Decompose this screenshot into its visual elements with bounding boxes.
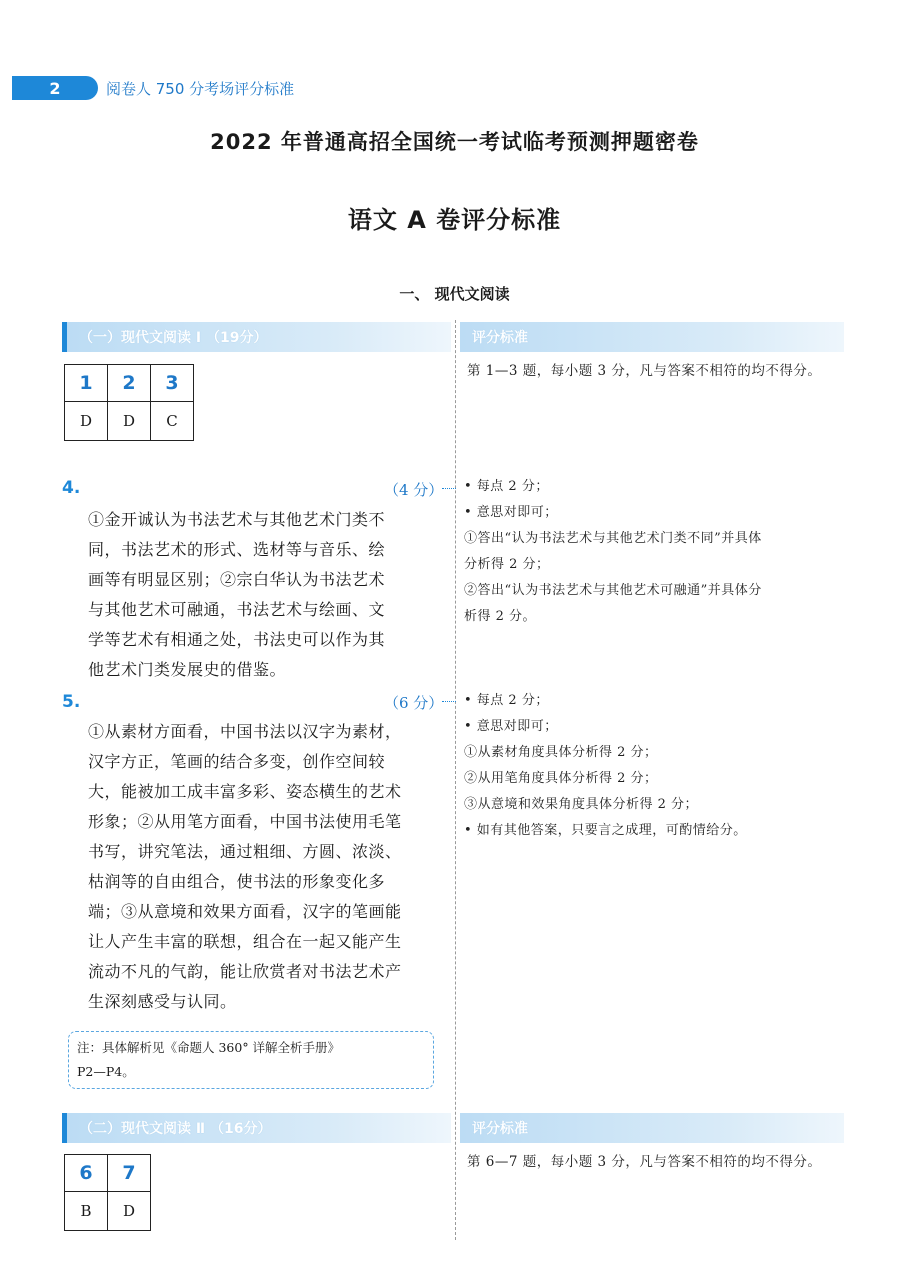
answer-line: 大，能被加工成丰富多彩、姿态横生的艺术 [88, 782, 402, 801]
part1-band-right [460, 322, 844, 352]
rubric-line: • 每点 2 分； [464, 693, 549, 708]
page-number: 2 [12, 76, 98, 100]
answer-line: 与其他艺术可融通，书法艺术与绘画、文 [88, 600, 386, 619]
table-header-cell: 3 [151, 365, 194, 402]
answer-line: 让人产生丰富的联想，组合在一起又能产生 [88, 932, 402, 951]
answer-line: 生深刻感受与认同。 [88, 992, 237, 1011]
part2-band-right-label: 评分标准 [472, 1121, 528, 1137]
rubric-line: 分析得 2 分； [464, 557, 550, 572]
answer-line: ①从素材方面看，中国书法以汉字为素材， [88, 722, 402, 741]
q5-rubric [464, 688, 854, 844]
page-tab [12, 76, 347, 100]
table-header-cell: 2 [108, 365, 151, 402]
note-line: P2—P4。 [77, 1064, 135, 1079]
column-divider [455, 320, 456, 1240]
table-answer-cell: C [151, 402, 194, 441]
answer-line: 汉字方正，笔画的结合多变，创作空间较 [88, 752, 386, 771]
rubric-line: ②答出“认为书法艺术与其他艺术可融通”并具体分 [464, 583, 762, 598]
table-header-cell: 1 [65, 365, 108, 402]
table-header-cell: 7 [108, 1155, 151, 1192]
answer-line: 形象；②从用笔方面看，中国书法使用毛笔 [88, 812, 402, 831]
rubric-line: 析得 2 分。 [464, 609, 537, 624]
page-title: 2022 年普通高招全国统一考试临考预测押题密卷 [210, 130, 699, 154]
rubric-line: • 如有其他答案，只要言之成理，可酌情给分。 [464, 823, 747, 838]
answer-line: 学等艺术有相通之处，书法史可以作为其 [88, 630, 386, 649]
rubric-line: • 意思对即可； [464, 719, 558, 734]
answer-line: 流动不凡的气韵，能让欣赏者对书法艺术产 [88, 962, 402, 981]
answer-line: 书写，讲究笔法，通过粗细、方圆、浓淡、 [88, 842, 402, 861]
part2-band-left-label: （二）现代文阅读 Ⅱ （16分） [79, 1121, 272, 1137]
q5-connector [442, 701, 456, 702]
note-box [68, 1031, 434, 1089]
table-answer-cell: B [65, 1192, 108, 1231]
rubric-line: ①答出“认为书法艺术与其他艺术门类不同”并具体 [464, 531, 762, 546]
answer-line: ①金开诚认为书法艺术与其他艺术门类不 [88, 510, 386, 529]
page-subtitle: 语文 A 卷评分标准 [347, 206, 562, 234]
rubric-line: • 意思对即可； [464, 505, 558, 520]
q5-score: （6 分） [384, 694, 444, 712]
rubric-line: ②从用笔角度具体分析得 2 分； [464, 771, 658, 786]
rubric-line: • 每点 2 分； [464, 479, 549, 494]
table-answer-cell: D [108, 1192, 151, 1231]
answer-line: 他艺术门类发展史的借鉴。 [88, 660, 287, 679]
q4-score: （4 分） [384, 481, 444, 499]
part2-band-left [62, 1113, 451, 1143]
answer-table-1 [64, 364, 194, 441]
rubric-line: ③从意境和效果角度具体分析得 2 分； [464, 797, 699, 812]
rubric-line: ①从素材角度具体分析得 2 分； [464, 745, 658, 760]
answer-table-2 [64, 1154, 151, 1231]
table2-rubric: 第 6—7 题，每小题 3 分，凡与答案不相符的均不得分。 [467, 1154, 822, 1170]
table1-rubric: 第 1—3 题，每小题 3 分，凡与答案不相符的均不得分。 [467, 363, 822, 379]
page-tab-label: 阅卷人 750 分考场评分标准 [106, 79, 295, 98]
part1-band-right-label: 评分标准 [472, 330, 528, 346]
answer-line: 端；③从意境和效果方面看，汉字的笔画能 [88, 902, 402, 921]
q4-rubric [464, 474, 854, 630]
part1-band-left [62, 322, 451, 352]
q5-number: 5. [62, 692, 81, 712]
table-answer-cell: D [65, 402, 108, 441]
table-answer-cell: D [108, 402, 151, 441]
q4-connector [442, 488, 456, 489]
section-heading: 一、 现代文阅读 [399, 285, 510, 303]
answer-line: 画等有明显区别；②宗白华认为书法艺术 [88, 570, 386, 589]
q5-answer [88, 717, 448, 1017]
answer-line: 枯润等的自由组合，使书法的形象变化多 [88, 872, 386, 891]
part2-band-right [460, 1113, 844, 1143]
part1-band-left-label: （一）现代文阅读 Ⅰ （19分） [79, 330, 268, 346]
table-header-cell: 6 [65, 1155, 108, 1192]
answer-line: 同，书法艺术的形式、选材等与音乐、绘 [88, 540, 386, 559]
q4-number: 4. [62, 478, 81, 498]
q4-answer [88, 505, 448, 685]
note-line: 注：具体解析见《命题人 360° 详解全析手册》 [77, 1040, 341, 1055]
